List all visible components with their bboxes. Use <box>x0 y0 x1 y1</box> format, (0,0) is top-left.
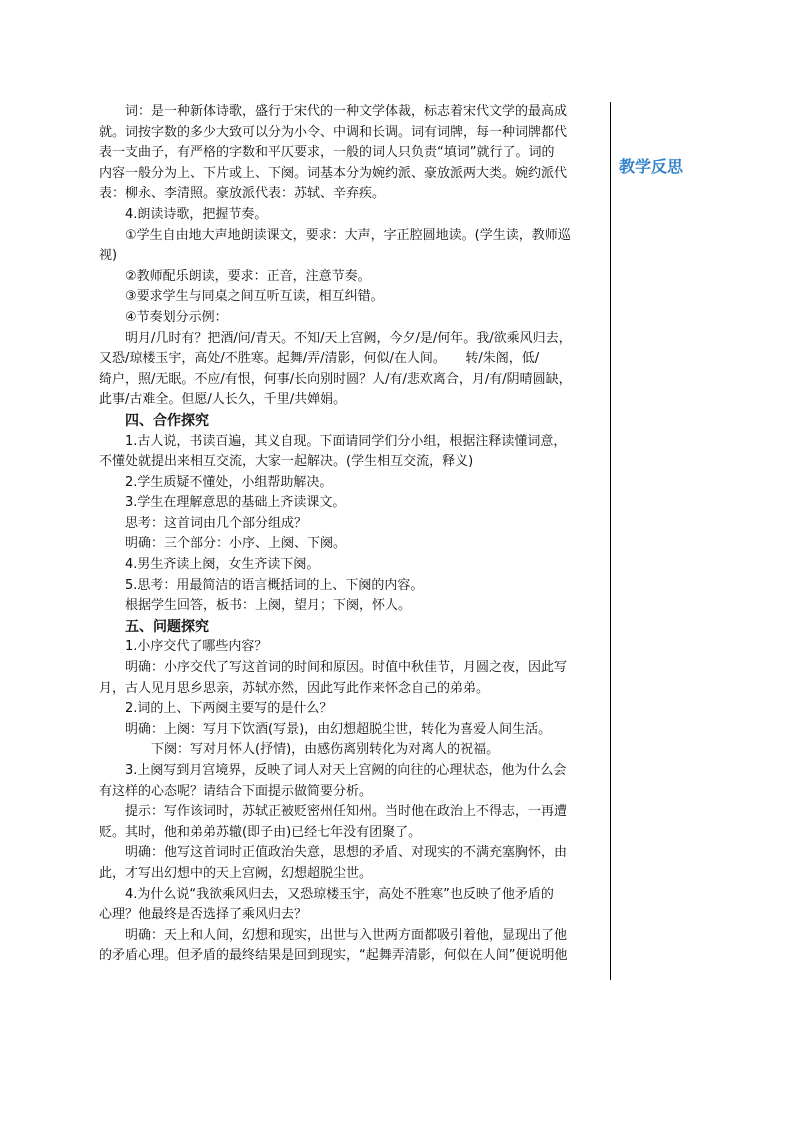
section-heading: 五、问题探究 <box>125 618 209 635</box>
text-line: 表一支曲子，有严格的字数和平仄要求，一般的词人只负责“填词”就行了。词的 <box>99 145 555 161</box>
text-lines <box>99 102 607 967</box>
text-line: 2.学生质疑不懂处，小组帮助解决。 <box>125 474 333 490</box>
text-line: 1.古人说，书读百遍，其义自现。下面请同学们分小组，根据注释读懂词意， <box>125 433 567 449</box>
text-line: 不懂处就提出来相互交流，大家一起解决。(学生相互交流，释义) <box>99 454 474 470</box>
text-line: 明确：小序交代了写这首词的时间和原因。时值中秋佳节，月圆之夜，因此写 <box>125 660 568 676</box>
text-line: 3.学生在理解意思的基础上齐读课文。 <box>125 495 346 511</box>
lesson-content <box>99 102 607 980</box>
reflection-title: 教学反思 <box>619 157 684 176</box>
text-line: 月，古人见月思乡思亲，苏轼亦然，因此写此作来怀念自己的弟弟。 <box>99 680 490 696</box>
text-line: 3.上阕写到月宫境界，反映了词人对天上宫阙的向往的心理状态，他为什么会 <box>125 763 567 778</box>
text-line: 词：是一种新体诗歌，盛行于宋代的一种文学体裁，标志着宋代文学的最高成 <box>125 104 568 119</box>
text-line: 明确：三个部分：小序、上阕、下阕。 <box>125 536 347 552</box>
text-line: 又恐/琼楼玉宇，高处/不胜寒。起舞/弄/清影，何似/在人间。 转/朱阁，低/ <box>99 351 540 367</box>
text-line: 有这样的心态呢？请结合下面提示做简要分析。 <box>99 783 373 799</box>
text-line: 提示：写作该词时，苏轼正被贬密州任知州。当时他在政治上不得志，一再遭 <box>125 804 568 820</box>
text-line: 根据学生回答，板书：上阕，望月；下阕，怀人。 <box>125 598 412 614</box>
text-line: 视) <box>99 248 118 264</box>
text-line: 此事/古难全。但愿/人长久，千里/共婵娟。 <box>99 392 347 408</box>
text-line: 思考：这首词由几个部分组成？ <box>125 515 308 531</box>
text-line: 绮户，照/无眠。不应/有恨，何事/长向别时圆？人/有/悲欢离合，月/有/阴晴圆缺， <box>99 371 572 387</box>
reflection-column <box>612 102 708 980</box>
text-line: 的矛盾心理。但矛盾的最终结果是回到现实，“起舞弄清影，何似在人间”便说明他 <box>99 948 568 964</box>
text-line: 2.词的上、下两阕主要写的是什么？ <box>125 701 333 717</box>
text-line: ②教师配乐朗读，要求：正音，注意节奏。 <box>125 268 371 284</box>
text-line: 4.朗读诗歌，把握节奏。 <box>125 206 268 222</box>
column-divider <box>610 102 611 980</box>
text-line: ③要求学生与同桌之间互听互读，相互纠错。 <box>125 289 384 305</box>
text-line: 明确：天上和人间，幻想和现实，出世与入世两方面都吸引着他，显现出了他 <box>125 927 568 943</box>
text-line: ④节奏划分示例： <box>125 309 228 325</box>
text-line: 就。词按字数的多少大致可以分为小令、中调和长调。词有词牌，每一种词牌都代 <box>99 124 568 140</box>
text-line: 4.为什么说“我欲乘风归去，又恐琼楼玉宇，高处不胜寒”也反映了他矛盾的 <box>125 886 554 902</box>
text-line: 下阕：写对月怀人(抒情)，由感伤离别转化为对离人的祝福。 <box>151 742 500 758</box>
text-line: 表：柳永、李清照。豪放派代表：苏轼、辛弃疾。 <box>99 186 386 202</box>
text-line: 明确：他写这首词时正值政治失意，思想的矛盾、对现实的不满充塞胸怀，由 <box>125 845 568 861</box>
text-line: 贬。其时，他和弟弟苏辙(即子由)已经七年没有团聚了。 <box>99 824 422 840</box>
text-line: ①学生自由地大声地朗读课文，要求：大声，字正腔圆地读。(学生读，教师巡 <box>125 227 571 243</box>
text-line: 1.小序交代了哪些内容？ <box>125 639 268 655</box>
text-line: 内容一般分为上、下片或上、下阕。词基本分为婉约派、豪放派两大类。婉约派代 <box>99 165 568 181</box>
text-line: 明月/几时有？把酒/问/青天。不知/天上宫阙，今夕/是/何年。我/欲乘风归去， <box>125 330 572 346</box>
text-line: 心理？他最终是否选择了乘风归去？ <box>99 907 308 923</box>
section-heading: 四、合作探究 <box>125 412 209 429</box>
text-line: 明确：上阕：写月下饮酒(写景)，由幻想超脱尘世，转化为喜爱人间生活。 <box>125 721 552 737</box>
text-line: 此，才写出幻想中的天上宫阙，幻想超脱尘世。 <box>99 865 373 881</box>
text-line: 5.思考：用最简洁的语言概括词的上、下阕的内容。 <box>125 577 424 593</box>
text-line: 4.男生齐读上阕，女生齐读下阕。 <box>125 557 320 573</box>
